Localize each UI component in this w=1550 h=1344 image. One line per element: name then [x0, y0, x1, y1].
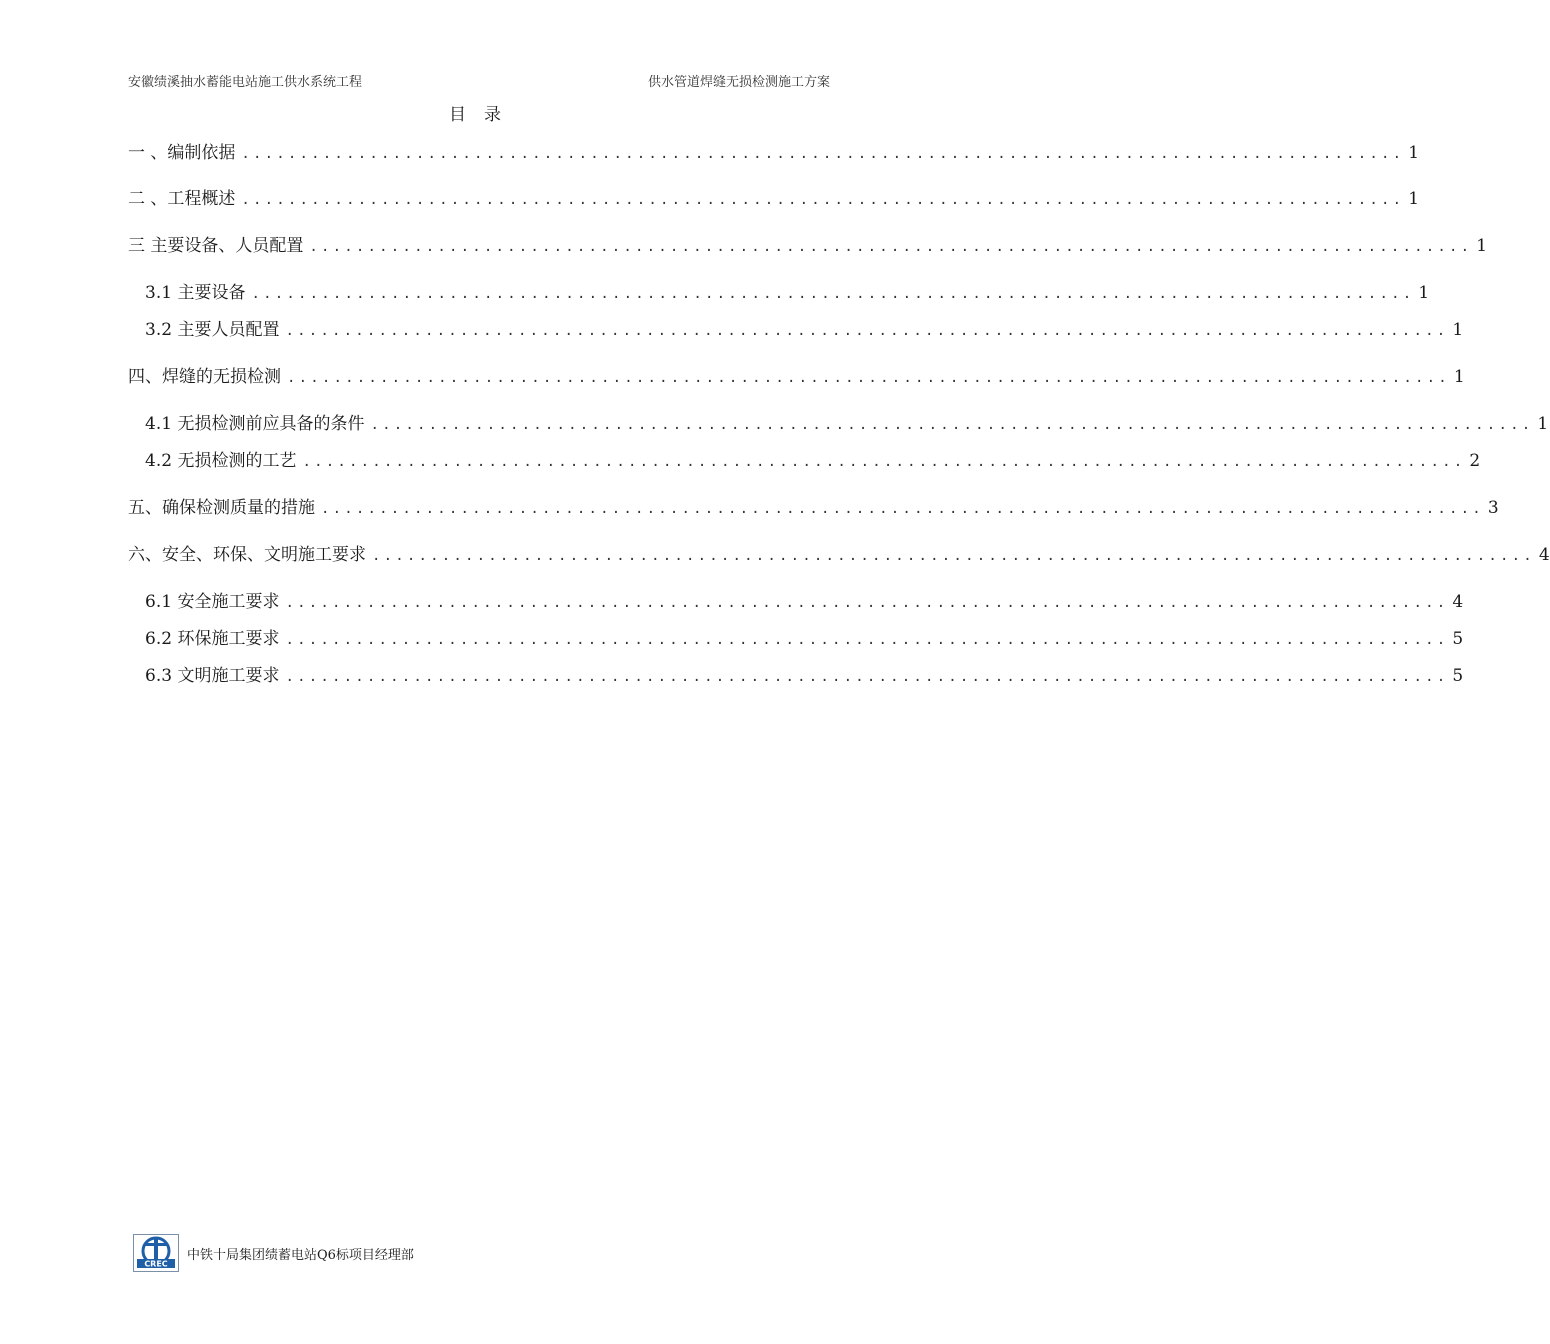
toc-entry[interactable] [128, 543, 1550, 567]
toc-entry[interactable] [145, 449, 1481, 473]
toc-leader-dots: .................................................................................................... [285, 323, 1449, 339]
toc-entry-page: 4 [1538, 545, 1550, 565]
toc-leader-dots: .................................................................................................... [287, 370, 1450, 386]
toc-entry-page: 1 [1418, 283, 1430, 303]
toc-entry-page: 1 [1408, 143, 1420, 163]
toc-leader-dots: .................................................................................................... [321, 501, 1484, 517]
toc-leader-dots: .................................................................................................... [370, 417, 1534, 433]
toc-leader-dots: .................................................................................................... [285, 669, 1449, 685]
toc-entry[interactable] [145, 627, 1464, 651]
toc-entry-label: 6.2 环保施工要求 [145, 629, 280, 649]
toc-entry-page: 3 [1487, 498, 1499, 518]
toc-entry[interactable] [128, 141, 1420, 165]
toc-entry-page: 5 [1452, 666, 1464, 686]
toc-entry-label: 4.2 无损检测的工艺 [145, 451, 297, 471]
toc-leader-dots: .................................................................................................... [285, 632, 1449, 648]
header-project-title: 安徽绩溪抽水蓄能电站施工供水系统工程 [128, 75, 363, 90]
crec-logo-icon [133, 1234, 179, 1272]
toc-entry-page: 2 [1469, 451, 1481, 471]
toc-entry[interactable] [128, 496, 1499, 520]
toc-entry-page: 5 [1452, 629, 1464, 649]
toc-entry-label: 3.1 主要设备 [145, 283, 246, 303]
toc-entry-label: 四、焊缝的无损检测 [128, 367, 281, 387]
toc-entry-label: 六、安全、环保、文明施工要求 [128, 545, 366, 565]
toc-leader-dots: .................................................................................................... [241, 192, 1405, 208]
footer-organization: 中铁十局集团绩蓄电站Q6标项目经理部 [187, 1247, 414, 1263]
page-header [128, 71, 830, 91]
toc-entry[interactable] [145, 281, 1430, 305]
toc-leader-dots: .................................................................................................... [285, 595, 1449, 611]
toc-entry[interactable] [145, 590, 1464, 614]
toc-entry-page: 4 [1452, 592, 1464, 612]
toc-entry-page: 1 [1476, 236, 1488, 256]
toc-entry-label: 3.2 主要人员配置 [145, 320, 280, 340]
toc-entry[interactable] [128, 234, 1488, 258]
toc-leader-dots: .................................................................................................... [241, 146, 1405, 162]
toc-entry-label: 6.3 文明施工要求 [145, 666, 280, 686]
logo-text: CREC [144, 1259, 168, 1269]
toc-entry[interactable] [128, 365, 1465, 389]
toc-entry-page: 1 [1537, 414, 1549, 434]
toc-entry[interactable] [128, 187, 1420, 211]
toc-entry-label: 6.1 安全施工要求 [145, 592, 280, 612]
toc-entry[interactable] [145, 664, 1464, 688]
toc-leader-dots: .................................................................................................... [302, 454, 1466, 470]
toc-title: 目录 [449, 105, 519, 125]
toc-entry-label: 二 、工程概述 [128, 189, 236, 209]
page-footer [133, 1234, 414, 1272]
toc-entry-page: 1 [1453, 367, 1465, 387]
toc-leader-dots: .................................................................................................... [372, 548, 1535, 564]
toc-entry-page: 1 [1408, 189, 1420, 209]
header-document-title: 供水管道焊缝无损检测施工方案 [647, 75, 830, 90]
toc-entry-label: 五、确保检测质量的措施 [128, 498, 315, 518]
toc-entry[interactable] [145, 412, 1549, 436]
toc-entry-label: 一 、编制依据 [128, 143, 236, 163]
toc-entry-label: 三 主要设备、人员配置 [128, 236, 304, 256]
toc-leader-dots: .................................................................................................... [251, 286, 1415, 302]
toc-entry-page: 1 [1452, 320, 1464, 340]
toc-leader-dots: .................................................................................................... [309, 239, 1473, 255]
toc-entry[interactable] [145, 318, 1464, 342]
toc-entry-label: 4.1 无损检测前应具备的条件 [145, 414, 365, 434]
